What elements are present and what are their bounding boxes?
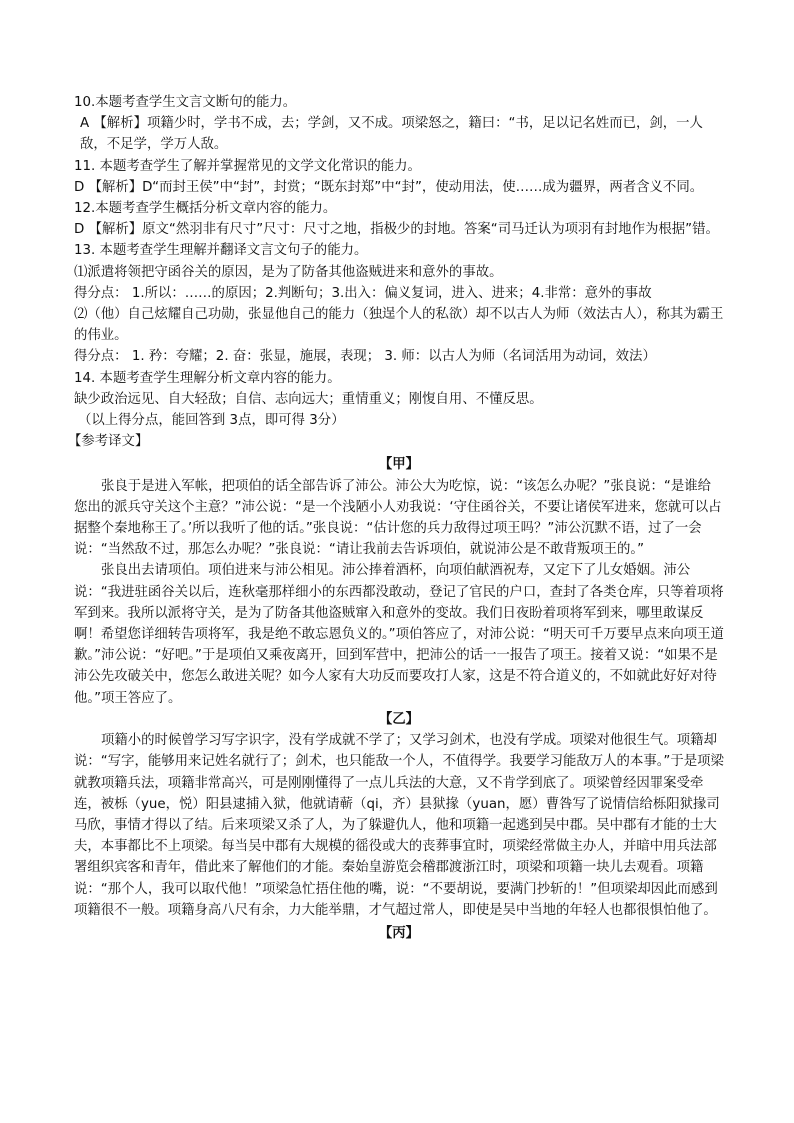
q12-title: 12.本题考查学生概括分析文章内容的能力。: [74, 201, 337, 217]
q10-answer: A 【解析】项籍少时，学书不成，去；学剑，又不成。项梁怒之，籍曰：“书，足以记名姓而已，剑，一人敌，不足学，学万人敌。: [80, 116, 703, 153]
q13-translation-2: ⑵（他）自己炫耀自己功勋，张显他自己的能力（独逞个人的私欲）却不以古人为师（效法古人），称其为霸王的伟业。: [74, 307, 724, 344]
document-page: [68, 92, 724, 944]
q13-translation-1: ⑴派遣将领把守函谷关的原因，是为了防备其他盗贼进来和意外的事故。: [74, 264, 503, 280]
section-jia-heading: 【甲】: [378, 457, 420, 473]
q14-title: 14. 本题考查学生理解分析文章内容的能力。: [74, 370, 341, 386]
q11-answer: D 【解析】D“而封王侯”中“封”，封赏；“既东封郑”中“封”，使动用法，使……成为疆界，两者含义不同。: [74, 179, 704, 195]
q13-points-1: 得分点： 1.所以：……的原因；2.判断句；3.出入：偏义复词，进入、进来；4.非常：意外的事故: [74, 285, 652, 301]
q10-title: 10.本题考查学生文言文断句的能力。: [74, 95, 297, 110]
section-jia-paragraph-1: 张良于是进入军帐，把项伯的话全部告诉了沛公。沛公大为吃惊，说：“该怎么办呢？”张良说：“是谁给您出的派兵守关这个主意？”沛公说：“是一个浅陋小人劝我说：‘守住函谷关，不要让诸侯军进来，您就可以占据整个秦地称王了。’所以我听了他的话。”张良说：“估计您的兵力敌得过项王吗？”沛公沉默不语，过了一会说：“当然敌不过，那怎么办呢？”张良说：“请让我前去告诉项伯，就说沛公是不敢背叛项王的。”: [74, 478, 722, 558]
section-yi-heading: 【乙】: [378, 711, 420, 727]
section-yi-paragraph: 项籍小的时候曾学习写字识字，没有学成就不学了；又学习剑术，也没有学成。项梁对他很生气。项籍却说：“写字，能够用来记姓名就行了；剑术，也只能敌一个人，不值得学。我要学习能敌万人的本事。”于是项梁就教项籍兵法，项籍非常高兴，可是刚刚懂得了一点儿兵法的大意，又不肯学到底了。项梁曾经因罪案受牵连，被栎（yue，悦）阳县逮捕入狱，他就请蕲（qi，齐）县狱掾（yuan，愿）曹咎写了说情信给栎阳狱掾司马欣，事情才得以了结。后来项梁又杀了人，为了躲避仇人，他和项籍一起逃到吴中郡。吴中郡有才能的士大夫，本事都比不上项梁。每当吴中郡有大规模的徭役或大的丧葬事宜时，项梁经常做主办人，并暗中用兵法部署组织宾客和青年，借此来了解他们的才能。秦始皇游览会稽郡渡浙江时，项梁和项籍一块儿去观看。项籍说：“那个人，我可以取代他！”项梁急忙捂住他的嘴，说：“不要胡说，要满门抄斩的！”但项梁却因此而感到项籍很不一般。项籍身高八尺有余，力大能举鼎，才气超过常人，即使是吴中当地的年轻人也都很惧怕他了。: [74, 733, 724, 918]
section-jia-paragraph-2: 张良出去请项伯。项伯进来与沛公相见。沛公捧着酒杯，向项伯献酒祝寿，又定下了儿女婚姻。沛公说：“我进驻函谷关以后，连秋毫那样细小的东西都没敢动，登记了官民的户口，查封了各类仓库，只等着项将军到来。我所以派将守关，是为了防备其他盗贼窜入和意外的变故。我们日夜盼着项将军到来，哪里敢谋反啊！希望您详细转告项将军，我是绝不敢忘恩负义的。”项伯答应了，对沛公说：“明天可千万要早点来向项王道歉。”沛公说：“好吧。”于是项伯又乘夜离开，回到军营中，把沛公的话一一报告了项王。接着又说：“如果不是沛公先攻破关中，您怎么敢进关呢？如今人家有大功反而要攻打人家，这是不符合道义的，不如就此好好对待他。”项王答应了。: [74, 563, 724, 706]
q12-answer: D 【解析】原文“然羽非有尺寸”尺寸：尺寸之地，指极少的封地。答案“司马迁认为项羽有封地作为根据”错。: [74, 222, 719, 238]
q14-note: （以上得分点，能回答到 3点，即可得 3分）: [78, 413, 345, 429]
q13-points-2: 得分点： 1. 矜：夸耀；2. 奋：张显，施展，表现； 3. 师：以古人为师（名词活用为动词，效法）: [74, 349, 656, 365]
reference-translation-heading: 【参考译文】: [68, 434, 149, 450]
q14-answer: 缺少政治远见、自大轻敌；自信、志向远大；重情重义；刚愎自用、不懂反思。: [74, 391, 543, 407]
section-bing-heading: 【丙】: [378, 925, 420, 941]
q11-title: 11. 本题考查学生了解并掌握常见的文学文化常识的能力。: [74, 158, 421, 174]
q13-title: 13. 本题考查学生理解并翻译文言文句子的能力。: [74, 243, 368, 259]
